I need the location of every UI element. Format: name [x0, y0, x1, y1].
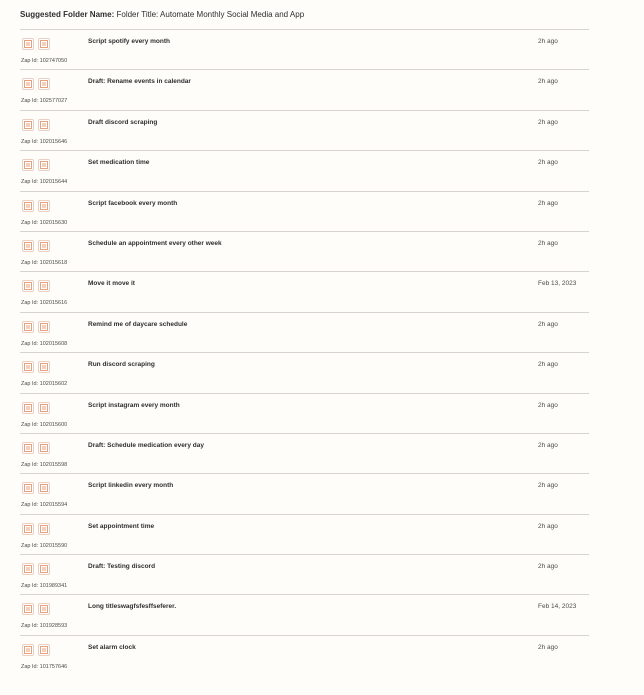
action-app-icon[interactable]: [38, 563, 50, 575]
zap-last-modified: 2h ago: [538, 522, 558, 530]
zap-id-label: Zap Id:: [21, 259, 39, 266]
zap-last-modified: 2h ago: [538, 239, 558, 247]
trigger-app-icon[interactable]: [22, 321, 34, 333]
zap-last-modified: 2h ago: [538, 78, 558, 86]
zap-title[interactable]: Long titleswagfsfesffseferer.: [88, 603, 177, 611]
zap-app-icons: [22, 523, 50, 535]
action-app-icon[interactable]: [38, 78, 50, 90]
trigger-app-icon[interactable]: [22, 482, 34, 494]
zap-title[interactable]: Set medication time: [88, 159, 150, 167]
zap-id: [21, 58, 67, 64]
action-app-icon[interactable]: [38, 523, 50, 535]
zap-id: [21, 179, 67, 185]
zap-id-label: Zap Id:: [21, 623, 39, 630]
zap-id: [21, 664, 67, 670]
zap-title[interactable]: Set appointment time: [88, 522, 155, 530]
zap-id-label: Zap Id:: [21, 502, 39, 509]
zap-title[interactable]: Draft: Testing discord: [88, 563, 156, 571]
zap-title[interactable]: Move it move it: [88, 280, 135, 288]
zap-last-modified: 2h ago: [538, 159, 558, 167]
zap-id-label: Zap Id:: [21, 98, 39, 105]
zap-row[interactable]: [20, 150, 589, 190]
zap-id-label: Zap Id:: [21, 461, 39, 468]
zap-id: [21, 139, 67, 145]
trigger-app-icon[interactable]: [22, 38, 34, 50]
zap-id-value: 102015646: [39, 138, 68, 145]
zap-last-modified: 2h ago: [538, 441, 558, 449]
zap-id-label: Zap Id:: [21, 138, 39, 145]
action-app-icon[interactable]: [38, 361, 50, 373]
zap-app-icons: [22, 563, 50, 575]
zap-row[interactable]: [20, 312, 589, 352]
folder-name-label: Suggested Folder Name:: [20, 10, 115, 19]
zap-row[interactable]: [20, 473, 589, 513]
zap-id-value: 101928593: [39, 623, 68, 630]
zap-last-modified: 2h ago: [538, 320, 558, 328]
zap-row[interactable]: [20, 110, 589, 150]
action-app-icon[interactable]: [38, 119, 50, 131]
zap-app-icons: [22, 38, 50, 50]
zap-last-modified: 2h ago: [538, 199, 558, 207]
zap-title[interactable]: Script spotify every month: [88, 38, 170, 45]
zap-title[interactable]: Script linkedin every month: [88, 482, 174, 490]
action-app-icon[interactable]: [38, 603, 50, 615]
action-app-icon[interactable]: [38, 402, 50, 414]
zap-row[interactable]: [20, 514, 589, 554]
trigger-app-icon[interactable]: [22, 644, 34, 656]
zap-id-value: 102015590: [39, 542, 68, 549]
zap-row[interactable]: [20, 191, 589, 231]
action-app-icon[interactable]: [38, 159, 50, 171]
zap-app-icons: [22, 200, 50, 212]
zap-app-icons: [22, 482, 50, 494]
trigger-app-icon[interactable]: [22, 240, 34, 252]
zap-id-value: 102015608: [39, 340, 68, 347]
trigger-app-icon[interactable]: [22, 280, 34, 292]
zap-id-label: Zap Id:: [21, 340, 39, 347]
zap-id-value: 102015630: [39, 219, 68, 226]
zap-app-icons: [22, 280, 50, 292]
zap-last-modified: 2h ago: [538, 38, 558, 45]
zap-list: [20, 29, 589, 675]
zap-last-modified: 2h ago: [538, 118, 558, 126]
zap-id: [21, 623, 67, 629]
zap-app-icons: [22, 240, 50, 252]
zap-id-value: 102747050: [39, 58, 68, 64]
trigger-app-icon[interactable]: [22, 361, 34, 373]
zap-id-value: 101757646: [39, 663, 68, 670]
zap-id: [21, 220, 67, 226]
zap-row[interactable]: [20, 271, 589, 311]
zap-id: [21, 98, 67, 104]
zap-app-icons: [22, 442, 50, 454]
action-app-icon[interactable]: [38, 38, 50, 50]
zap-id-label: Zap Id:: [21, 300, 39, 307]
zap-id-label: Zap Id:: [21, 542, 39, 549]
trigger-app-icon[interactable]: [22, 159, 34, 171]
zap-id-value: 102015600: [39, 421, 68, 428]
zap-title[interactable]: Script instagram every month: [88, 401, 180, 409]
zap-title[interactable]: Draft: Schedule medication every day: [88, 441, 204, 449]
zap-id: [21, 583, 67, 589]
trigger-app-icon[interactable]: [22, 78, 34, 90]
zap-app-icons: [22, 644, 50, 656]
zap-app-icons: [22, 159, 50, 171]
action-app-icon[interactable]: [38, 240, 50, 252]
zap-list-container: [20, 0, 589, 675]
zap-id: [21, 422, 67, 428]
trigger-app-icon[interactable]: [22, 200, 34, 212]
zap-id: [21, 381, 67, 387]
action-app-icon[interactable]: [38, 482, 50, 494]
zap-row[interactable]: [20, 433, 589, 473]
zap-id-label: Zap Id:: [21, 381, 39, 388]
zap-title[interactable]: Script facebook every month: [88, 199, 178, 207]
folder-name-value: Folder Title: Automate Monthly Social Media and App: [116, 10, 305, 19]
zap-app-icons: [22, 361, 50, 373]
zap-title[interactable]: Set alarm clock: [88, 643, 136, 651]
zap-id: [21, 260, 67, 266]
zap-last-modified: 2h ago: [538, 482, 558, 490]
action-app-icon[interactable]: [38, 644, 50, 656]
zap-id: [21, 462, 67, 468]
action-app-icon[interactable]: [38, 321, 50, 333]
zap-id-label: Zap Id:: [21, 663, 39, 670]
trigger-app-icon[interactable]: [22, 402, 34, 414]
suggested-folder-name: [20, 0, 589, 29]
zap-id-value: 101989341: [39, 583, 68, 590]
zap-row[interactable]: [20, 69, 589, 109]
zap-app-icons: [22, 603, 50, 615]
zap-app-icons: [22, 321, 50, 333]
zap-id-value: 102015616: [39, 300, 68, 307]
zap-last-modified: 2h ago: [538, 563, 558, 571]
zap-row[interactable]: [20, 393, 589, 433]
zap-id: [21, 300, 67, 306]
zap-id: [21, 341, 67, 347]
zap-title[interactable]: Draft discord scraping: [88, 118, 158, 126]
zap-row[interactable]: [20, 352, 589, 392]
zap-title[interactable]: Draft: Rename events in calendar: [88, 78, 191, 86]
zap-title[interactable]: Schedule an appointment every other week: [88, 239, 222, 247]
trigger-app-icon[interactable]: [22, 523, 34, 535]
zap-id-label: Zap Id:: [21, 421, 39, 428]
zap-id-value: 102015602: [39, 381, 68, 388]
zap-last-modified: 2h ago: [538, 643, 558, 651]
zap-id-label: Zap Id:: [21, 179, 39, 186]
zap-app-icons: [22, 119, 50, 131]
action-app-icon[interactable]: [38, 200, 50, 212]
zap-id-label: Zap Id:: [21, 219, 39, 226]
trigger-app-icon[interactable]: [22, 603, 34, 615]
zap-last-modified: Feb 13, 2023: [538, 280, 577, 288]
trigger-app-icon[interactable]: [22, 563, 34, 575]
zap-id-value: 102577027: [39, 98, 68, 105]
zap-row[interactable]: [20, 231, 589, 271]
zap-id-value: 102015594: [39, 502, 68, 509]
trigger-app-icon[interactable]: [22, 119, 34, 131]
zap-last-modified: Feb 14, 2023: [538, 603, 577, 611]
zap-last-modified: 2h ago: [538, 401, 558, 409]
zap-row[interactable]: [20, 594, 589, 634]
zap-id: [21, 543, 67, 549]
zap-id-value: 102015598: [39, 461, 68, 468]
zap-title[interactable]: Remind me of daycare schedule: [88, 320, 188, 328]
zap-id-label: Zap Id:: [21, 583, 39, 590]
zap-row[interactable]: [20, 554, 589, 594]
zap-row[interactable]: [20, 29, 589, 69]
zap-title[interactable]: Run discord scraping: [88, 361, 155, 369]
zap-id-label: Zap Id:: [21, 58, 39, 64]
zap-id: [21, 502, 67, 508]
zap-row[interactable]: [20, 635, 589, 675]
trigger-app-icon[interactable]: [22, 442, 34, 454]
zap-app-icons: [22, 402, 50, 414]
action-app-icon[interactable]: [38, 280, 50, 292]
zap-app-icons: [22, 78, 50, 90]
action-app-icon[interactable]: [38, 442, 50, 454]
zap-id-value: 102015618: [39, 259, 68, 266]
zap-id-value: 102015644: [39, 179, 68, 186]
zap-last-modified: 2h ago: [538, 361, 558, 369]
